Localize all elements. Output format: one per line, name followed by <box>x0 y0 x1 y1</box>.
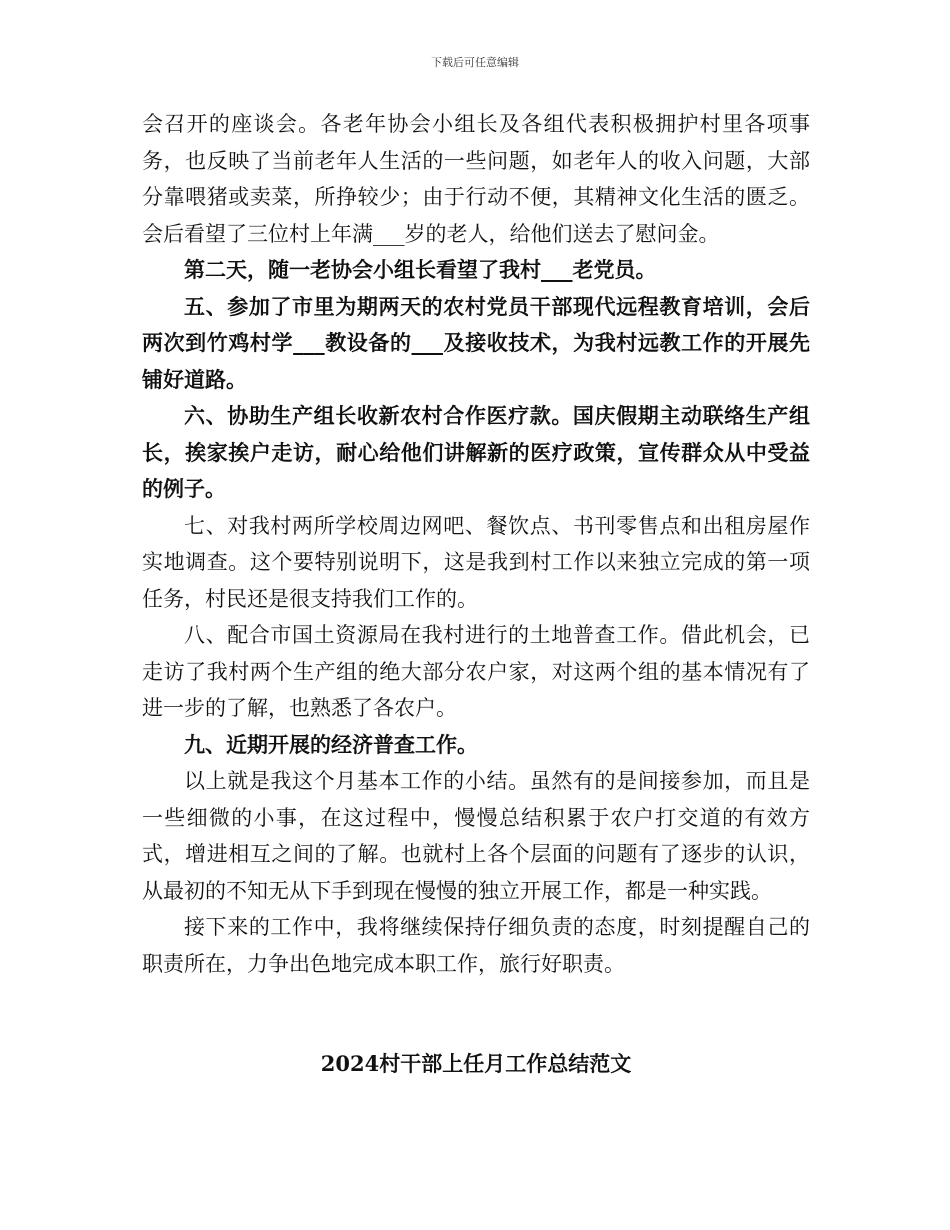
paragraph-1: 会召开的座谈会。各老年协会小组长及各组代表积极拥护村里各项事务，也反映了当前老年人生活的一些问题，如老年人的收入问题，大部分靠喂猪或卖菜，所挣较少；由于行动不便，其精神文化生活的匮乏。会后看望了三位村上年满___岁的老人，给他们送去了慰问金。 <box>142 112 810 246</box>
paragraph-6: 八、配合市国土资源局在我村进行的土地普查工作。借此机会，已走访了我村两个生产组的绝大部分农户家，对这两个组的基本情况有了进一步的了解，也熟悉了各农户。 <box>142 623 810 720</box>
section-title: 2024村干部上任月工作总结范文 <box>320 1051 632 1076</box>
paragraph-2: 第二天，随一老协会小组长看望了我村___老党员。 <box>184 257 657 282</box>
document-body <box>142 106 810 982</box>
paragraph-5: 七、对我村两所学校周边网吧、餐饮点、书刊零售点和出租房屋作实地调查。这个要特别说明下，这是我到村工作以来独立完成的第一项任务，村民还是很支持我们工作的。 <box>142 513 810 611</box>
paragraph-8: 以上就是我这个月基本工作的小结。虽然有的是间接参加，而且是一些细微的小事，在这过程中，慢慢总结积累于农户打交道的有效方式，增进相互之间的了解。也就村上各个层面的问题有了逐步的认识，从最初的不知无从下手到现在慢慢的独立开展工作，都是一种实践。 <box>142 769 810 903</box>
paragraph-7: 九、近期开展的经济普查工作。 <box>184 731 478 757</box>
paragraph-4: 六、协助生产组长收新农村合作医疗款。国庆假期主动联络生产组长，挨家挨户走访，耐心给他们讲解新的医疗政策，宣传群众从中受益的例子。 <box>142 403 810 501</box>
paragraph-9: 接下来的工作中，我将继续保持仔细负责的态度，时刻提醒自己的职责所在，力争出色地完成本职工作，旅行好职责。 <box>142 915 810 976</box>
paragraph-3: 五、参加了市里为期两天的农村党员干部现代远程教育培训，会后两次到竹鸡村学___教设备的___及接收技术，为我村远教工作的开展先铺好道路。 <box>142 293 810 392</box>
page-header: 下载后可任意编辑 <box>431 56 519 69</box>
